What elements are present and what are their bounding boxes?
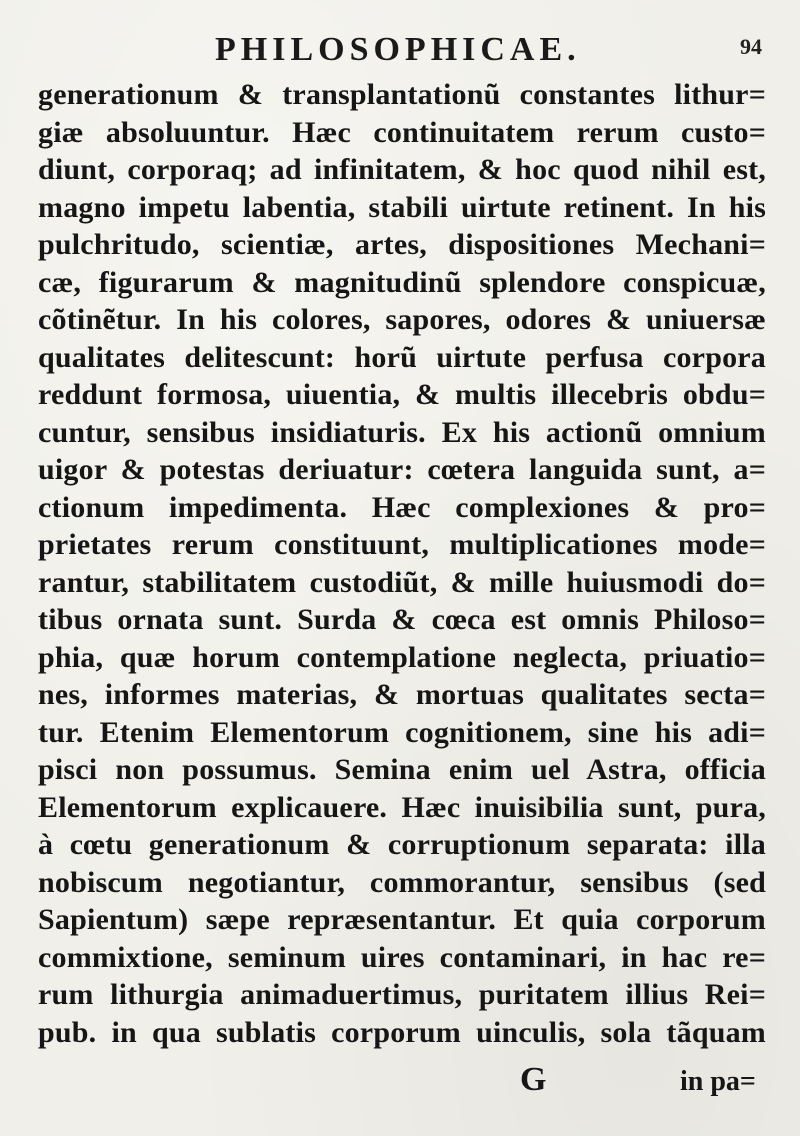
text-line: uigor & potestas deriuatur: cœtera languida sunt, a= <box>38 453 766 486</box>
text-line: generationum & transplantationũ constantes lithur= <box>38 78 766 111</box>
text-line: cæ, figurarum & magnitudinũ splendore conspicuæ, <box>38 265 766 299</box>
text-line: commixtione, seminum uires contaminari, in hac re= <box>38 940 766 974</box>
text-line: rum lithurgia animaduertimus, puritatem illius Rei= <box>38 978 766 1011</box>
text-line: pulchritudo, scientiæ, artes, dispositiones Mechani= <box>38 228 766 261</box>
signature-mark: G <box>520 1061 547 1098</box>
running-head <box>0 28 800 78</box>
running-title: PHILOSOPHICAE. <box>215 31 581 68</box>
text-line: giæ absoluuntur. Hæc continuitatem rerum custo= <box>38 115 766 149</box>
text-line: phia, quæ horum contemplatione neglecta, priuatio= <box>38 640 766 674</box>
text-line: rantur, stabilitatem custodiũt, & mille huiusmodi do= <box>38 565 766 599</box>
text-line: cõtinẽtur. In his colores, sapores, odores & uniuersæ <box>38 303 766 336</box>
text-line: pub. in qua sublatis corporum uinculis, sola tãquam <box>38 1015 766 1049</box>
text-line: à cœtu generationum & corruptionum separata: illa <box>38 828 766 861</box>
text-line: nobiscum negotiantur, commorantur, sensibus (sed <box>38 865 766 899</box>
text-line: magno impetu labentia, stabili uirtute retinent. In his <box>38 190 766 224</box>
text-line: diunt, corporaq; ad infinitatem, & hoc quod nihil est, <box>38 153 766 186</box>
text-line: Sapientum) sæpe repræsentantur. Et quia corporum <box>38 903 766 936</box>
text-line: tur. Etenim Elementorum cognitionem, sine his adi= <box>38 715 766 749</box>
text-block <box>38 76 766 1051</box>
text-line: nes, informes materias, & mortuas qualitates secta= <box>38 678 766 711</box>
catchword: in pa= <box>680 1066 756 1097</box>
text-line: reddunt formosa, uiuentia, & multis illecebris obdu= <box>38 378 766 411</box>
text-line: qualitates delitescunt: horũ uirtute perfusa corpora <box>38 340 766 374</box>
text-line: ctionum impedimenta. Hæc complexiones & pro= <box>38 490 766 524</box>
text-line: cuntur, sensibus insidiaturis. Ex his actionũ omnium <box>38 415 766 449</box>
text-line: pisci non possumus. Semina enim uel Astra, officia <box>38 753 766 786</box>
text-line: Elementorum explicauere. Hæc inuisibilia sunt, pura, <box>38 790 766 824</box>
text-line: prietates rerum constituunt, multiplicationes mode= <box>38 528 766 561</box>
text-line: tibus ornata sunt. Surda & cœca est omnis Philoso= <box>38 603 766 636</box>
page-number: 94 <box>740 34 762 59</box>
